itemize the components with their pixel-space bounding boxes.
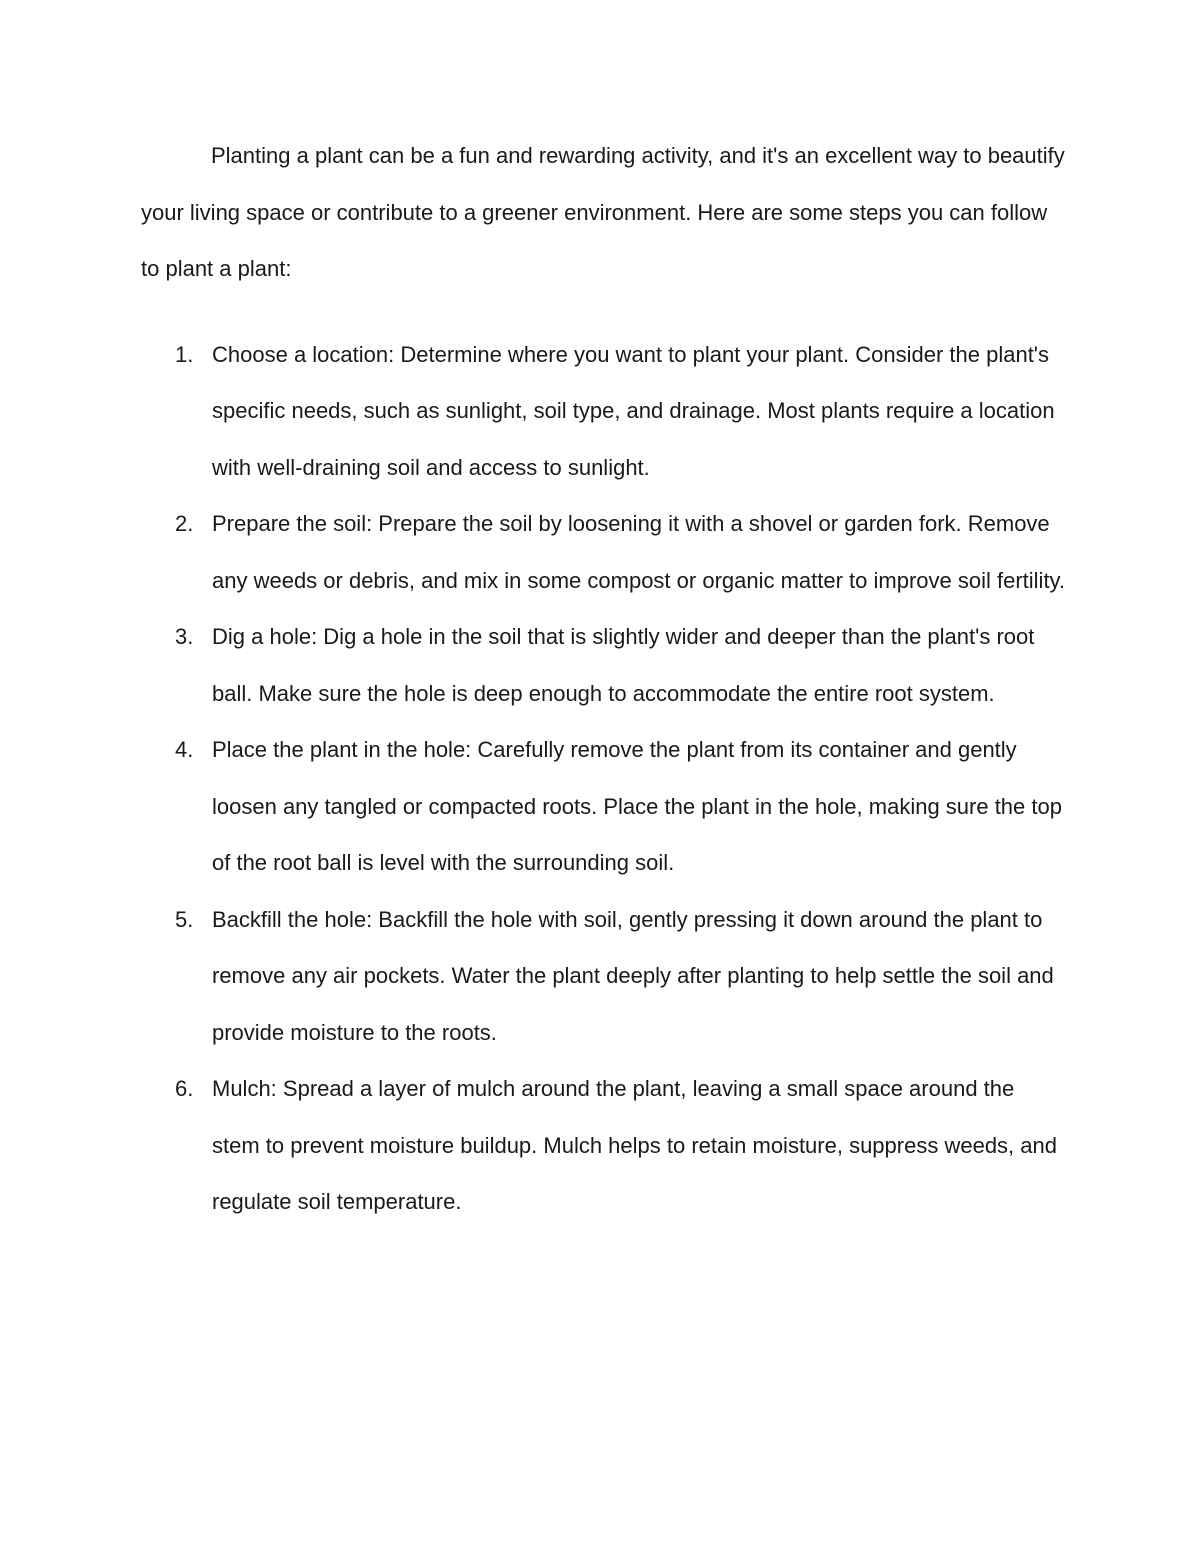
- list-item-number: 1.: [175, 341, 194, 367]
- list-item: [141, 1061, 1066, 1231]
- list-item-number: 6.: [175, 1076, 194, 1101]
- list-item-number: 5.: [175, 906, 194, 932]
- list-item: [141, 892, 1066, 1062]
- document-body: [141, 128, 1066, 1231]
- list-item-text: Choose a location: Determine where you want to plant your plant. Consider the plant's specific needs, such as sunlight, soil type, and drainage. Most plants require a location with well-draining soil and access to sunlight.: [212, 341, 1055, 480]
- list-item-number: 2.: [175, 511, 194, 536]
- list-item-text: Place the plant in the hole: Carefully remove the plant from its container and gently loosen any tangled or compacted roots. Place the plant in the hole, making sure the top of the root ball is level with the surrounding soil.: [212, 737, 1062, 875]
- list-item: [141, 609, 1066, 722]
- steps-list: [141, 327, 1066, 1231]
- list-item-text: Prepare the soil: Prepare the soil by loosening it with a shovel or garden fork. Remove any weeds or debris, and mix in some compost or organic matter to improve soil fertility.: [212, 511, 1066, 593]
- list-item-text: Mulch: Spread a layer of mulch around the plant, leaving a small space around the stem to prevent moisture buildup. Mulch helps to retain moisture, suppress weeds, and regulate soil temperature.: [212, 1076, 1057, 1214]
- list-item: [141, 722, 1066, 892]
- list-item-text: Backfill the hole: Backfill the hole with soil, gently pressing it down around the plant to remove any air pockets. Water the plant deeply after planting to help settle the soil and provide moisture to the roots.: [212, 906, 1054, 1045]
- intro-paragraph: Planting a plant can be a fun and rewarding activity, and it's an excellent way to beautify your living space or contribute to a greener environment. Here are some steps you can follow to plant a plant:: [141, 143, 1065, 281]
- list-item-number: 4.: [175, 737, 194, 762]
- list-item-number: 3.: [175, 624, 194, 649]
- list-item: [141, 496, 1066, 609]
- list-item: [141, 327, 1066, 497]
- list-item-text: Dig a hole: Dig a hole in the soil that is slightly wider and deeper than the plant's root ball. Make sure the hole is deep enough to accommodate the entire root system.: [212, 624, 1035, 706]
